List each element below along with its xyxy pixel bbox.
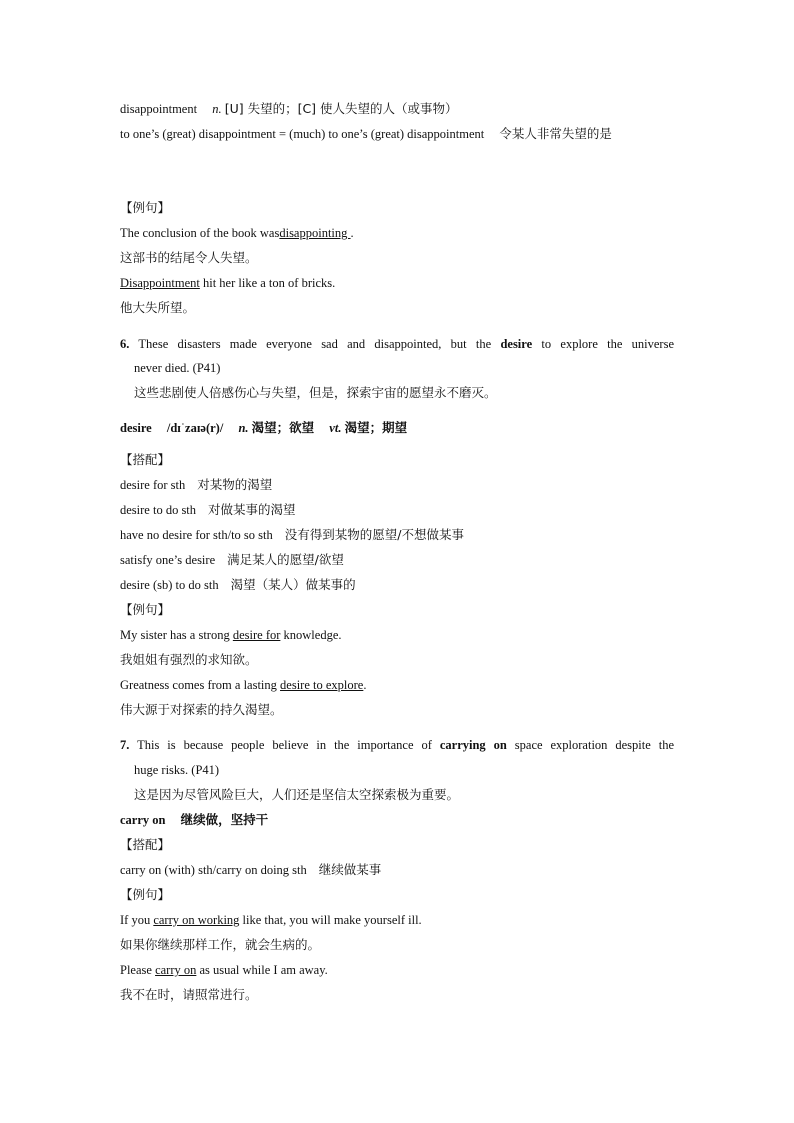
headword: desire bbox=[120, 421, 152, 435]
example-translation: 我姐姐有强烈的求知欲。 bbox=[120, 652, 258, 667]
example-sentence: If you carry on working like that, you will make yourself ill. bbox=[120, 913, 422, 927]
collocation-item: have no desire for sth/to so sth 没有得到某物的愿望/不想做某事 bbox=[120, 527, 464, 542]
entry-desire: desire /dɪˈzaɪə(r)/ n. 渴望；欲望 vt. 渴望；期望 bbox=[120, 420, 408, 435]
phrase: to one’s (great) disappointment = (much) to one’s (great) disappointment bbox=[120, 127, 485, 141]
phrase-line bbox=[120, 125, 612, 143]
item-6-sentence-cont: never died. (P41) bbox=[134, 361, 221, 375]
collocation-item: desire for sth 对某物的渴望 bbox=[120, 477, 273, 492]
keyword: carrying on bbox=[439, 738, 507, 752]
example-translation: 我不在时，请照常进行。 bbox=[120, 987, 258, 1002]
item-7-sentence-cont: huge risks. (P41) bbox=[134, 763, 220, 777]
example-translation: 伟大源于对探索的持久渴望。 bbox=[120, 702, 283, 717]
collocation-item: satisfy one’s desire 满足某人的愿望/欲望 bbox=[120, 552, 344, 567]
collocation-heading: 【搭配】 bbox=[120, 837, 171, 852]
example-sentence: The conclusion of the book wasdisappointing . bbox=[120, 226, 354, 240]
collocation-item: desire (sb) to do sth 渴望（某人）做某事的 bbox=[120, 577, 356, 592]
item-6-sentence: 6. These disasters made everyone sad and disappointed, but the desire to explore the universe bbox=[120, 337, 675, 351]
phonetic: /dɪˈzaɪə(r)/ bbox=[166, 421, 224, 435]
headword: carry on bbox=[120, 813, 166, 827]
example-heading: 【例句】 bbox=[120, 200, 171, 215]
example-sentence: Please carry on as usual while I am away. bbox=[120, 963, 328, 977]
example-heading: 【例句】 bbox=[120, 887, 171, 902]
entry-carry-on bbox=[120, 811, 268, 829]
item-number: 7. bbox=[120, 738, 130, 752]
phrase-definition: 令某人非常失望的是 bbox=[499, 126, 612, 141]
item-7-sentence: 7. This is because people believe in the importance of carrying on space exploration despite the bbox=[120, 738, 674, 752]
example-translation: 如果你继续那样工作，就会生病的。 bbox=[120, 937, 321, 952]
example-translation: 他大失所望。 bbox=[120, 300, 196, 315]
example-heading: 【例句】 bbox=[120, 602, 171, 617]
item-7-translation: 这是因为尽管风险巨大，人们还是坚信太空探索极为重要。 bbox=[134, 787, 460, 802]
collocation-item: desire to do sth 对做某事的渴望 bbox=[120, 502, 296, 517]
example-sentence: Greatness comes from a lasting desire to explore. bbox=[120, 678, 367, 692]
definition: [U] 失望的；[C] 使人失望的人（或事物） bbox=[224, 101, 458, 116]
collocation-heading: 【搭配】 bbox=[120, 452, 171, 467]
item-6-translation: 这些悲剧使人倍感伤心与失望，但是，探索宇宙的愿望永不磨灭。 bbox=[134, 385, 497, 400]
example-sentence: Disappointment hit her like a ton of bricks. bbox=[120, 276, 336, 290]
definition: 继续做，坚持干 bbox=[180, 812, 269, 827]
example-translation: 这部书的结尾令人失望。 bbox=[120, 250, 258, 265]
entry-disappointment bbox=[120, 100, 458, 118]
headword: disappointment bbox=[120, 102, 198, 116]
keyword: desire bbox=[500, 337, 533, 351]
example-sentence: My sister has a strong desire for knowledge. bbox=[120, 628, 342, 642]
part-of-speech: n. bbox=[212, 102, 222, 116]
collocation-item: carry on (with) sth/carry on doing sth 继续做某事 bbox=[120, 862, 382, 877]
item-number: 6. bbox=[120, 337, 130, 351]
